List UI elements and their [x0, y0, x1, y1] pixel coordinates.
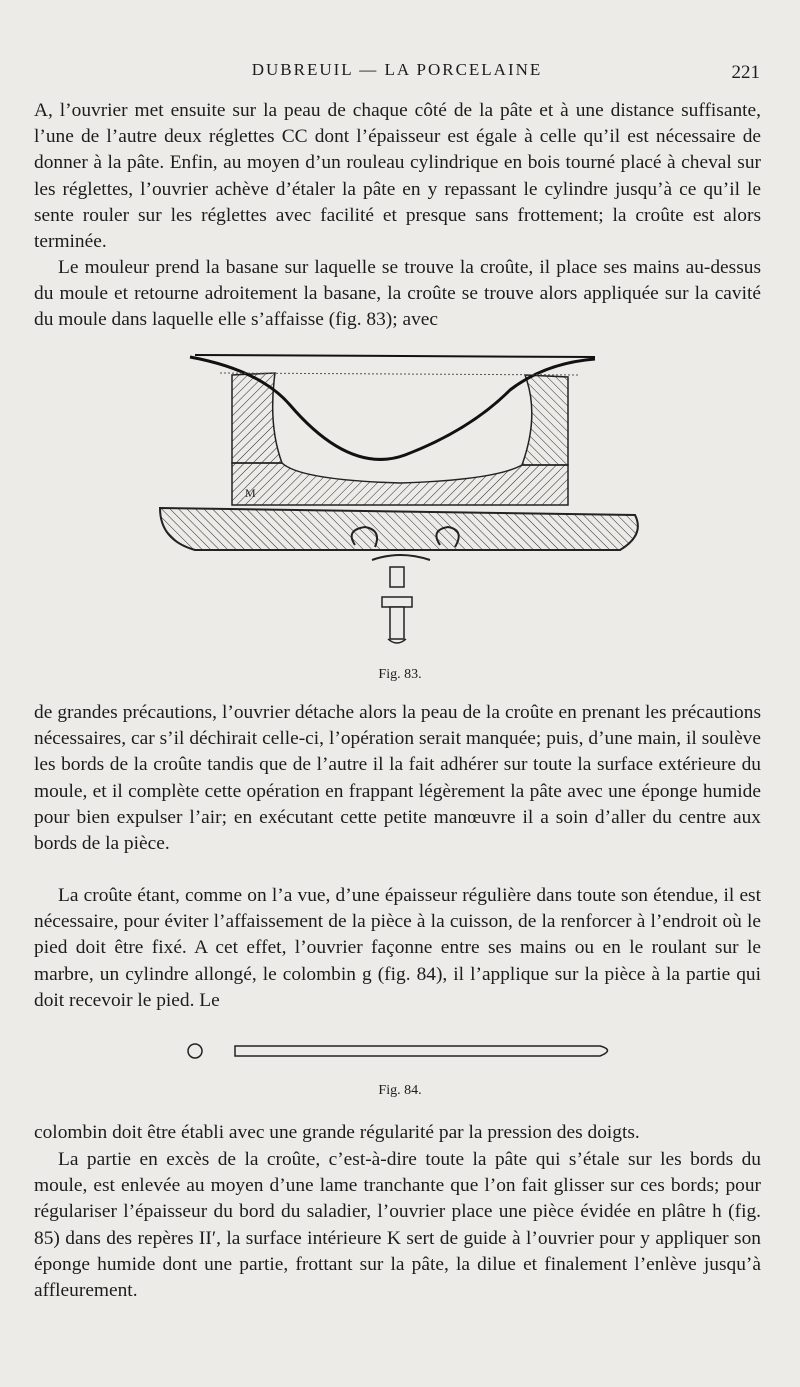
page-header [34, 58, 760, 88]
paragraph-1: A, l’ouvrier met ensuite sur la peau de chaque côté de la pâte et à une distance suffisante, l’une de l’autre deux réglettes CC dont l’épaisseur est égale à celle qu’il est nécessaire de donner à la pâte. Enfin, au moyen d’un rouleau cylindrique en bois tourné placé à cheval sur les réglettes, l’ouvrier achève d’étaler la pâte en y repassant le cylindre jusqu’à ce qu’il le sente rouler sur les réglettes avec facilité et presque sans frottement; la croûte est alors terminée. [34, 100, 761, 253]
page-number: 221 [731, 62, 760, 83]
paragraph-6: La partie en excès de la croûte, c’est-à-dire toute la pâte qui s’étale sur les bords du moule, est enlevée au moyen d’une lame tranchante que l’on fait glisser sur ces bords; pour régulariser l’épaisseur du bord du saladier, l’ouvrier place une pièce évidée en plâtre h (fig. 85) dans des repères II′, la surface intérieure K sert de guide à l’ouvrier pour y appliquer son éponge humide dont une partie, frottant sur la pâte, la dilue et finalement l’enlève jusqu’à affleurement. [34, 1149, 761, 1302]
figure-84-colombin-drawing [180, 1038, 630, 1064]
figure-83-mould-drawing [150, 345, 650, 665]
paragraph-3: de grandes précautions, l’ouvrier détache alors la peau de la croûte en prenant les précautions nécessaires, car s’il déchirait celle-ci, l’opération serait manquée; puis, d’une main, il soulève les bords de la croûte tandis que de l’autre il la fait adhérer sur toute la surface extérieure du moule, et il complète cette opération en frappant légèrement la pâte avec une éponge humide pour bien expulser l’air; en exécutant cette petite manœuvre il a soin d’aller du centre aux bords de la pièce. [34, 702, 761, 855]
figure-83-caption: Fig. 83. [378, 667, 422, 682]
figure-label-m: M [245, 486, 256, 500]
figure-84-caption: Fig. 84. [378, 1083, 422, 1098]
paragraph-2: Le mouleur prend la basane sur laquelle se trouve la croûte, il place ses mains au-dessus du moule et retourne adroitement la basane, la croûte se trouve alors appliquée sur la cavité du moule dans laquelle elle s’affaisse (fig. 83); avec [34, 257, 761, 331]
paragraph-5: colombin doit être établi avec une grande régularité par la pression des doigts. [34, 1122, 640, 1143]
running-title: DUBREUIL — LA PORCELAINE [251, 60, 543, 79]
paragraph-4: La croûte étant, comme on l’a vue, d’une épaisseur régulière dans toute son étendue, il est nécessaire, pour éviter l’affaissement de la pièce à la cuisson, de la renforcer à l’endroit où le pied doit être fixé. A cet effet, l’ouvrier façonne entre ses mains ou en le roulant sur le marbre, un cylindre allongé, le colombin g (fig. 84), il l’applique sur la pièce à la partie qui doit recevoir le pied. Le [34, 885, 761, 1011]
